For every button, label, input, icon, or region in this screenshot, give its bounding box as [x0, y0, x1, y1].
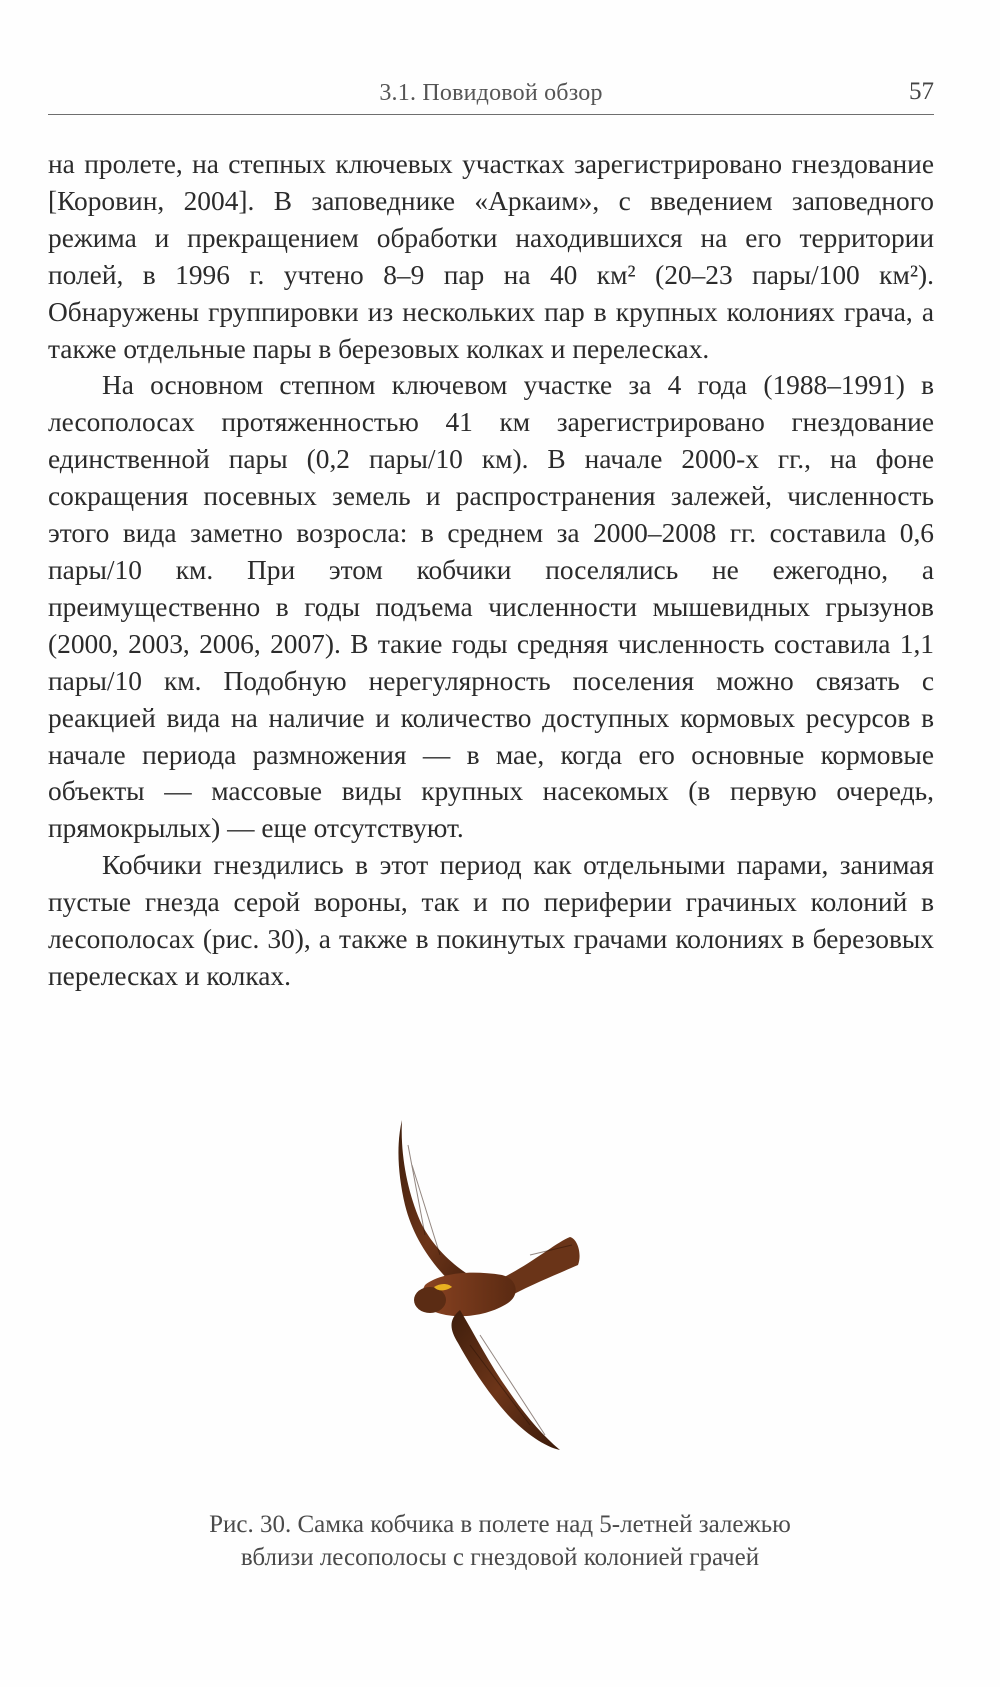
page-number: 57 [909, 78, 934, 105]
body-text [48, 146, 934, 995]
paragraph-2: На основном степном ключевом участке за 4 года (1988–1991) в лесополосах протяженностью 41 км зарегистрировано гнездование единственной пары (0,2 пары/10 км). В начале 2000-х гг., на фоне сокращения посевных земель и распространения залежей, численность этого вида заметно возросла: в среднем за 2000–2008 гг. составила 0,6 пары/10 км. При этом кобчики поселялись не ежегодно, а преимущественно в годы подъема численности мышевидных грызунов (2000, 2003, 2006, 2007). В такие годы средняя численность составила 1,1 пары/10 км. Подобную нерегулярность поселения можно связать с реакцией вида на наличие и количество доступных кормовых ресурсов в начале периода размножения — в мае, когда его основные кормовые объекты — массовые виды крупных насекомых (в первую очередь, прямокрылых) — еще отсутствуют. [48, 370, 934, 844]
paragraph-1: на пролете, на степных ключевых участках зарегистрировано гнездование [Коровин, 2004]. В заповеднике «Аркаим», с введением заповедного режима и прекращением обработки находившихся на его территории полей, в 1996 г. учтено 8–9 пар на 40 км² (20–23 пары/100 км²). Обнаружены группировки из нескольких пар в крупных колониях грача, а также отдельные пары в березовых колках и перелесках. [48, 149, 934, 364]
head [414, 1287, 446, 1313]
running-head [48, 74, 934, 115]
falcon-in-flight-icon [330, 1115, 670, 1465]
section-title: 3.1. Повидовой обзор [379, 80, 603, 106]
figure-caption [60, 1508, 940, 1574]
lower-wing [452, 1310, 561, 1450]
paragraph-3: Кобчики гнездились в этот период как отдельными парами, занимая пустые гнезда серой вороны, так и по периферии грачиных колоний в лесополосах (рис. 30), а также в покинутых грачами колониях в березовых перелесках и колках. [48, 850, 934, 991]
falcon-photo [330, 1115, 670, 1465]
caption-line-1: Рис. 30. Самка кобчика в полете над 5-летней залежью [209, 1511, 791, 1538]
caption-line-2: вблизи лесополосы с гнездовой колонией грачей [240, 1544, 760, 1571]
